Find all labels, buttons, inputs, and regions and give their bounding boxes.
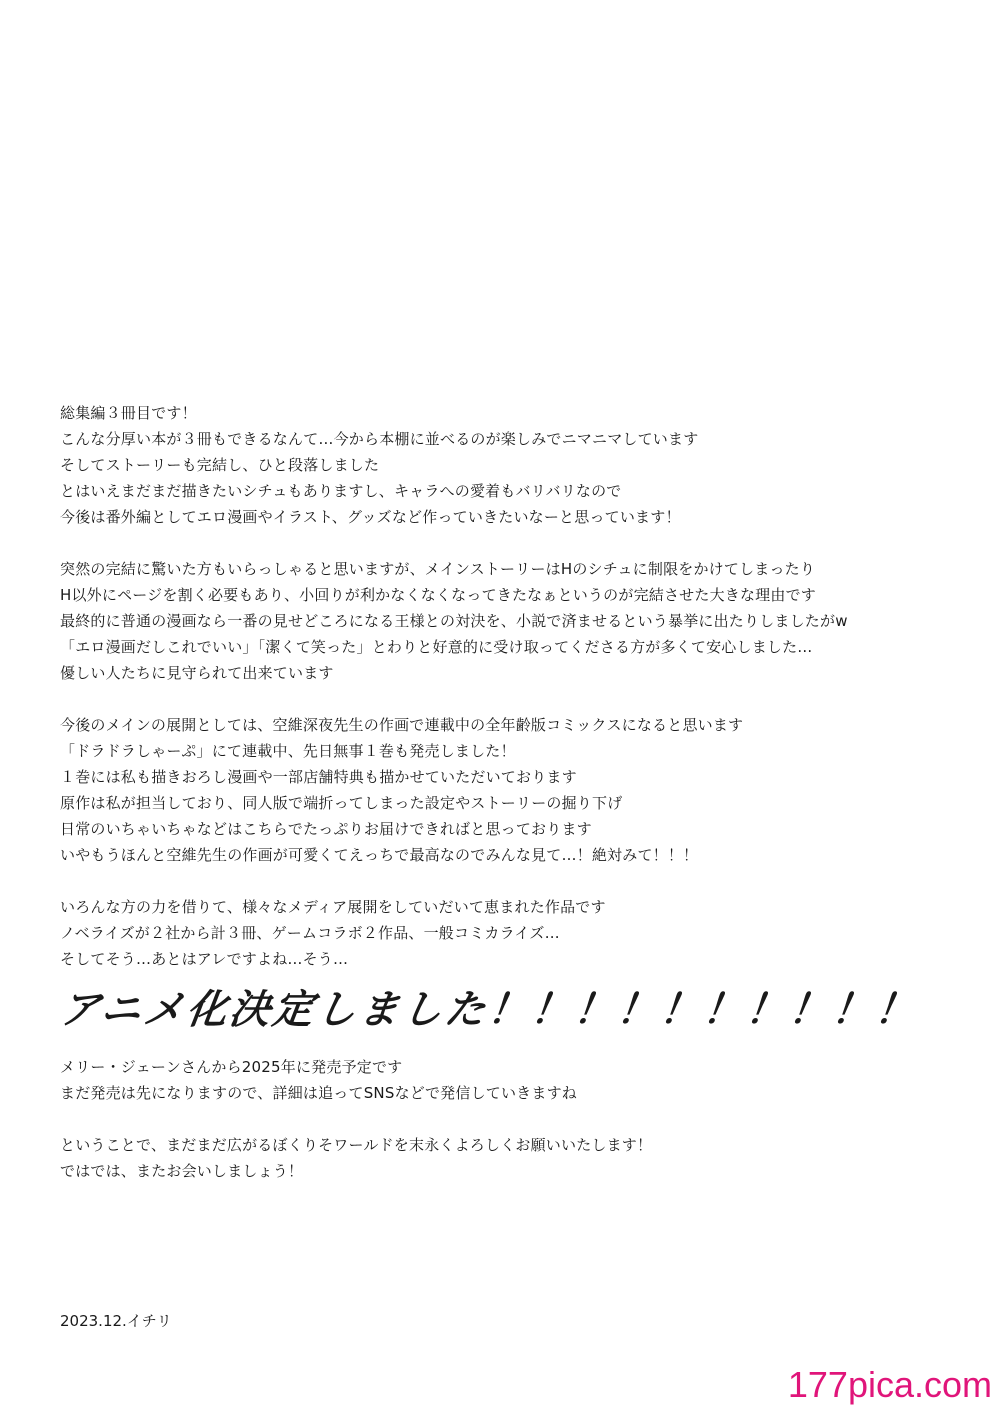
text-line: 日常のいちゃいちゃなどはこちらでたっぷりお届けできればと思っております [60, 820, 592, 838]
paragraph-2 [60, 556, 940, 686]
text-line: 今後は番外編としてエロ漫画やイラスト、グッズなど作っていきたいなーと思っています！ [60, 508, 681, 526]
paragraph-1 [60, 400, 940, 530]
text-line: メリー・ジェーンさんから2025年に発売予定です [60, 1058, 403, 1076]
paragraph-6 [60, 1132, 940, 1184]
text-line: 原作は私が担当しており、同人版で端折ってしまった設定やストーリーの掘り下げ [60, 794, 623, 812]
text-line: こんな分厚い本が３冊もできるなんて…今から本棚に並べるのが楽しみでニマニマしています [60, 430, 699, 448]
text-line: いろんな方の力を借りて、様々なメディア展開をしていだいて恵まれた作品です [60, 898, 606, 916]
text-line: 「エロ漫画だしこれでいい」「潔くて笑った」とわりと好意的に受け取ってくださる方が多くて安心しました… [60, 638, 813, 656]
text-line: H以外にページを割く必要もあり、小回りが利かなくなくなってきたなぁというのが完結させた大きな理由です [60, 586, 816, 604]
text-line: 「ドラドラしゃーぷ」にて連載中、先日無事１巻も発売しました！ [60, 742, 516, 760]
paragraph-4 [60, 894, 940, 972]
paragraph-5 [60, 1054, 940, 1106]
afterword-body [56, 400, 940, 1210]
text-line: 優しい人たちに見守られて出来ています [60, 664, 334, 682]
text-line: ノベライズが２社から計３冊、ゲームコラボ２作品、一般コミカライズ… [60, 924, 560, 942]
text-line: 最終的に普通の漫画なら一番の見せどころになる王様との対決を、小説で済ませるという暴挙に出たりしましたがw [60, 612, 848, 630]
text-line: とはいえまだまだ描きたいシチュもありますし、キャラへの愛着もバリバリなので [60, 482, 622, 500]
text-line: 突然の完結に驚いた方もいらっしゃると思いますが、メインストーリーはHのシチュに制限をかけてしまったり [60, 560, 816, 578]
signature: 2023.12.イチリ [60, 1312, 172, 1330]
text-line: ということで、まだまだ広がるぼくりそワールドを末永くよろしくお願いいたします！ [60, 1136, 653, 1154]
text-line: 今後のメインの展開としては、空維深夜先生の作画で連載中の全年齢版コミックスになると思います [60, 716, 744, 734]
paragraph-3 [60, 712, 940, 868]
text-line: まだ発売は先になりますので、詳細は追ってSNSなどで発信していきますね [60, 1084, 577, 1102]
text-line: いやもうほんと空維先生の作画が可愛くてえっちで最高なのでみんな見て…！絶対みて！！！ [60, 846, 699, 864]
anime-announcement-headline: アニメ化決定しました！！！！！！！！！！ [56, 987, 922, 1033]
text-line: そしてそう…あとはアレですよね…そう… [60, 950, 349, 968]
text-line: そしてストーリーも完結し、ひと段落しました [60, 456, 380, 474]
text-line: １巻には私も描きおろし漫画や一部店舗特典も描かせていただいております [60, 768, 577, 786]
text-line: 総集編３冊目です！ [60, 404, 197, 422]
watermark-text: 177pica.com [787, 1364, 992, 1405]
text-line: ではでは、またお会いしましょう！ [60, 1162, 304, 1180]
